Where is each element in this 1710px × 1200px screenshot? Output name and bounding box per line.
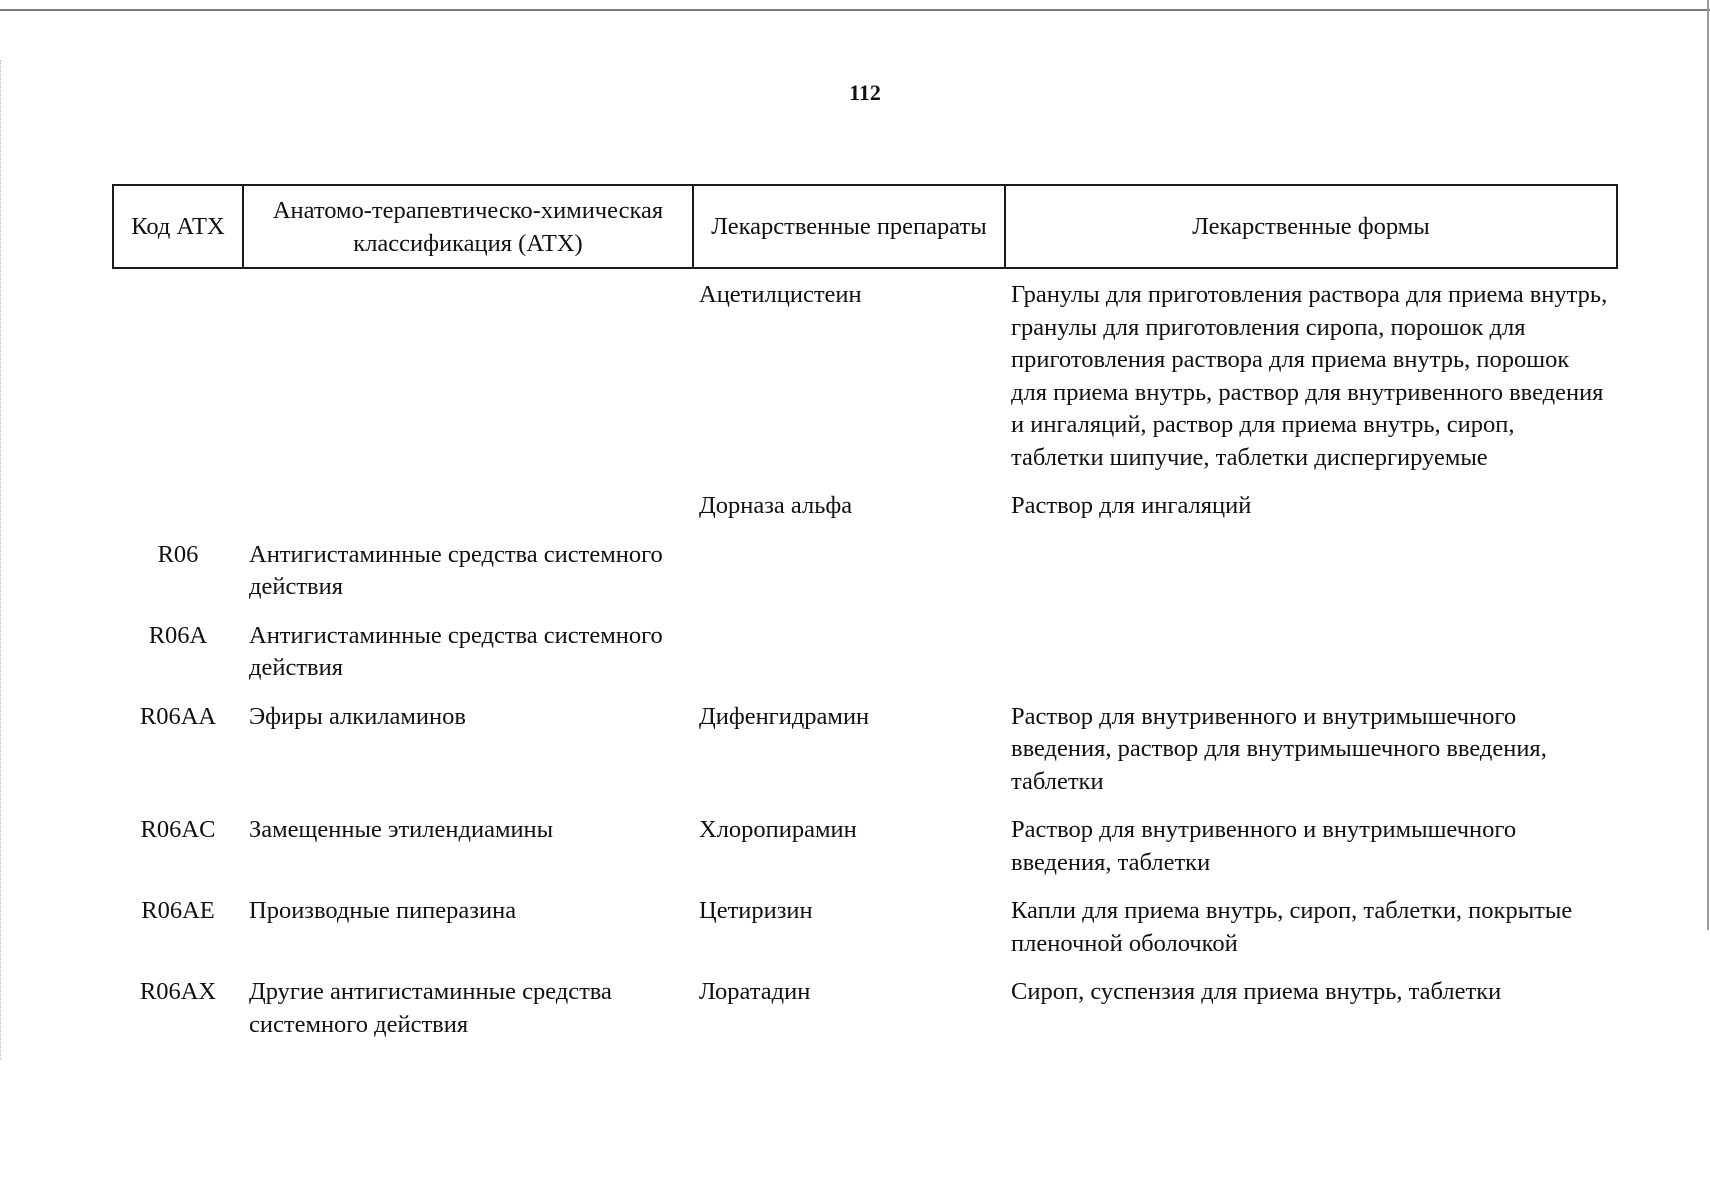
atc-code: R06AC [140,816,216,843]
dosage-forms [1005,531,1617,612]
atc-code: R06A [148,621,208,649]
header-code: Код АТХ [113,185,243,268]
atc-code: R06AE [141,897,215,924]
table-row [113,968,1617,1049]
table-header-row [113,185,1617,268]
atc-classification: Антигистаминные средства системного действия [249,540,663,600]
dosage-forms: Капли для приема внутрь, сироп, таблетки, покрытые пленочной оболочкой [1011,897,1573,957]
drug-name: Дорназа альфа [699,492,853,519]
atc-classification: Другие антигистаминные средства системного действия [249,978,612,1038]
drug-name [693,612,1005,693]
drug-name: Дифенгидрамин [699,702,870,730]
drug-name: Хлоропирамин [699,816,857,843]
atc-classification [243,482,693,531]
table-row [113,612,1617,693]
scan-right-border [1707,0,1709,930]
header-classification: Анатомо-терапевтическо-химическая классификация (АТХ) [243,185,693,268]
atc-code [113,482,243,531]
atc-code [113,268,243,482]
drug-name: Ацетилцистеин [699,281,862,308]
atc-classification: Эфиры алкиламинов [249,702,466,730]
atc-table [112,184,1618,1049]
table-row [113,693,1617,807]
atc-code: R06AX [139,978,217,1005]
atc-classification [243,268,693,482]
table-row [113,531,1617,612]
atc-classification: Замещенные этилендиамины [249,816,554,843]
header-drugs: Лекарственные препараты [693,185,1005,268]
scan-top-border [0,9,1710,11]
atc-code: R06AA [139,702,217,730]
scan-left-edge [0,60,1,1060]
atc-classification: Производные пиперазина [249,897,517,924]
atc-classification: Антигистаминные средства системного действия [249,621,663,681]
dosage-forms: Сироп, суспензия для приема внутрь, таблетки [1011,978,1502,1005]
dosage-forms: Раствор для внутривенного и внутримышечного введения, раствор для внутримышечного введения, таблетки [1011,702,1547,795]
table-row [113,482,1617,531]
dosage-forms: Раствор для внутривенного и внутримышечного введения, таблетки [1011,816,1517,876]
table-row [113,887,1617,968]
drug-name: Цетиризин [699,897,813,924]
table-row [113,268,1617,482]
drug-name [693,531,1005,612]
drug-name: Лоратадин [699,978,811,1005]
dosage-forms: Гранулы для приготовления раствора для приема внутрь, гранулы для приготовления сиропа, порошок для приготовления раствора для приема внутрь, порошок для приема внутрь, раствор для внутривенного введения и ингаляций, раствор для приема внутрь, сироп, таблетки шипучие, таблетки диспергируемые [1011,281,1608,471]
dosage-forms [1005,612,1617,693]
header-forms: Лекарственные формы [1005,185,1617,268]
dosage-forms: Раствор для ингаляций [1011,492,1252,519]
page-number: 112 [849,80,881,105]
table-row [113,806,1617,887]
atc-code: R06 [157,540,199,568]
